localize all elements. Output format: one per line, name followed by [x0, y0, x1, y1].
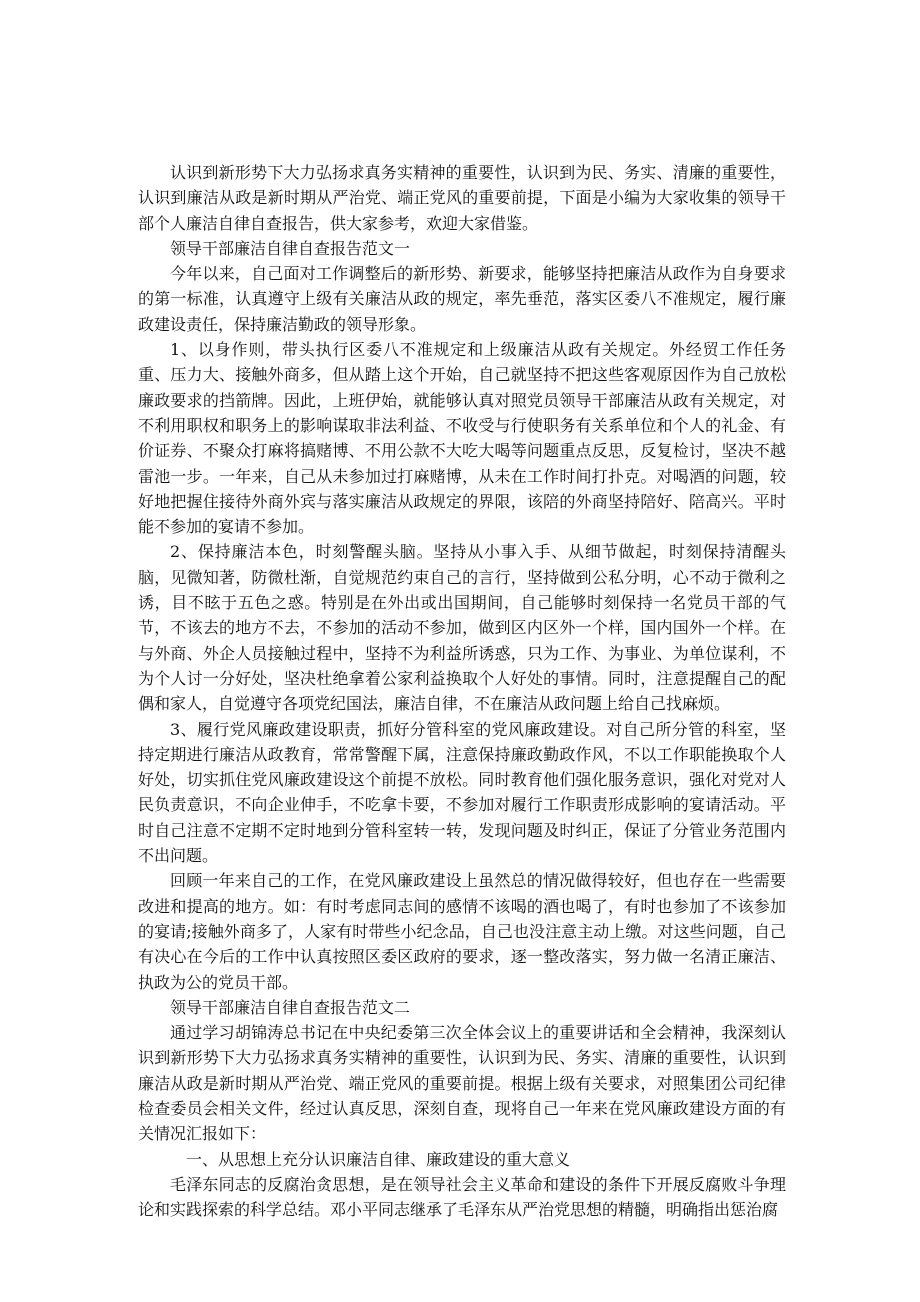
paragraph: 今年以来，自己面对工作调整后的新形势、新要求，能够坚持把廉洁从政作为自身要求的第一标准，认真遵守上级有关廉洁从政的规定，率先垂范，落实区委八不准规定，履行廉政建设责任，保持廉洁勤政的领导形象。 — [138, 264, 786, 334]
paragraph: 3、履行党风廉政建设职责，抓好分管科室的党风廉政建设。对自己所分管的科室，坚持定期进行廉洁从政教育，常常警醒下属，注意保持廉政勤政作风，不以工作职能换取个人好处，切实抓住党风廉政建设这个前提不放松。同时教育他们强化服务意识，强化对党对人民负责意识，不向企业伸手，不吃拿卡要，不参加对履行工作职责形成影响的宴请活动。平时自己注意不定期不定时地到分管科室转一转，发现问题及时纠正，保证了分管业务范围内不出问题。 — [138, 719, 786, 866]
paragraph: 回顾一年来自己的工作，在党风廉政建设上虽然总的情况做得较好，但也存在一些需要改进和提高的地方。如：有时考虑同志间的感情不该喝的酒也喝了，有时也参加了不该参加的宴请;接触外商多了，人家有时带些小纪念品，自己也没注意主动上缴。对这些问题，自己有决心在今后的工作中认真按照区委区政府的要求，逐一整改落实，努力做一名清正廉洁、执政为公的党员干部。 — [138, 871, 786, 992]
paragraph: 2、保持廉洁本色，时刻警醒头脑。坚持从小事入手、从细节做起，时刻保持清醒头脑，见微知著，防微杜渐，自觉规范约束自己的言行，坚持做到公私分明，心不动于微利之诱，目不眩于五色之惑。特别是在外出或出国期间，自己能够时刻保持一名党员干部的气节，不该去的地方不去，不参加的活动不参加，做到区内区外一个样，国内国外一个样。在与外商、外企人员接触过程中，坚持不为利益所诱惑，只为工作、为事业、为单位谋利，不为个人讨一分好处，坚决杜绝拿着公家利益换取个人好处的事情。同时，注意提醒自己的配偶和家人，自觉遵守各项党纪国法，廉洁自律，不在廉洁从政问题上给自己找麻烦。 — [138, 542, 786, 714]
section-title-sample-two: 领导干部廉洁自律自查报告范文二 — [170, 997, 411, 1017]
document-body — [138, 160, 786, 1222]
paragraph: 毛泽东同志的反腐治贪思想，是在领导社会主义革命和建设的条件下开展反腐败斗争理论和实践探索的科学总结。邓小平同志继承了毛泽东从严治党思想的精髓，明确指出惩治腐 — [138, 1174, 786, 1220]
subsection-title: 一、从思想上充分认识廉洁自律、廉政建设的重大意义 — [186, 1149, 571, 1169]
paragraph: 1、以身作则，带头执行区委八不准规定和上级廉洁从政有关规定。外经贸工作任务重、压力大、接触外商多，但从踏上这个开始，自己就坚持不把这些客观原因作为自己放松廉政要求的挡箭牌。因此，上班伊始，就能够认真对照党员领导干部廉洁从政有关规定，对不利用职权和职务上的影响谋取非法利益、不收受与行使职务有关系单位和个人的礼金、有价证券、不聚众打麻将搞赌博、不用公款不大吃大喝等问题重点反思，反复检讨，坚决不越雷池一步。一年来，自己从未参加过打麻赌博，从未在工作时间打扑克。对喝酒的问题，较好地把握住接待外商外宾与落实廉洁从政规定的界限，该陪的外商坚持陪好、陪高兴。平时能不参加的宴请不参加。 — [138, 340, 786, 537]
paragraph: 通过学习胡锦涛总书记在中央纪委第三次全体会议上的重要讲话和全会精神，我深刻认识到新形势下大力弘扬求真务实精神的重要性，认识到为民、务实、清廉的重要性，认识到廉洁从政是新时期从严治党、端正党风的重要前提。根据上级有关要求，对照集团公司纪律检查委员会相关文件，经过认真反思，深刻自查，现将自己一年来在党风廉政建设方面的有关情况汇报如下： — [138, 1023, 786, 1144]
section-title-sample-one: 领导干部廉洁自律自查报告范文一 — [170, 238, 411, 258]
intro-paragraph: 认识到新形势下大力弘扬求真务实精神的重要性，认识到为民、务实、清廉的重要性，认识到廉洁从政是新时期从严治党、端正党风的重要前提，下面是小编为大家收集的领导干部个人廉洁自律自查报告，供大家参考，欢迎大家借鉴。 — [138, 163, 786, 233]
